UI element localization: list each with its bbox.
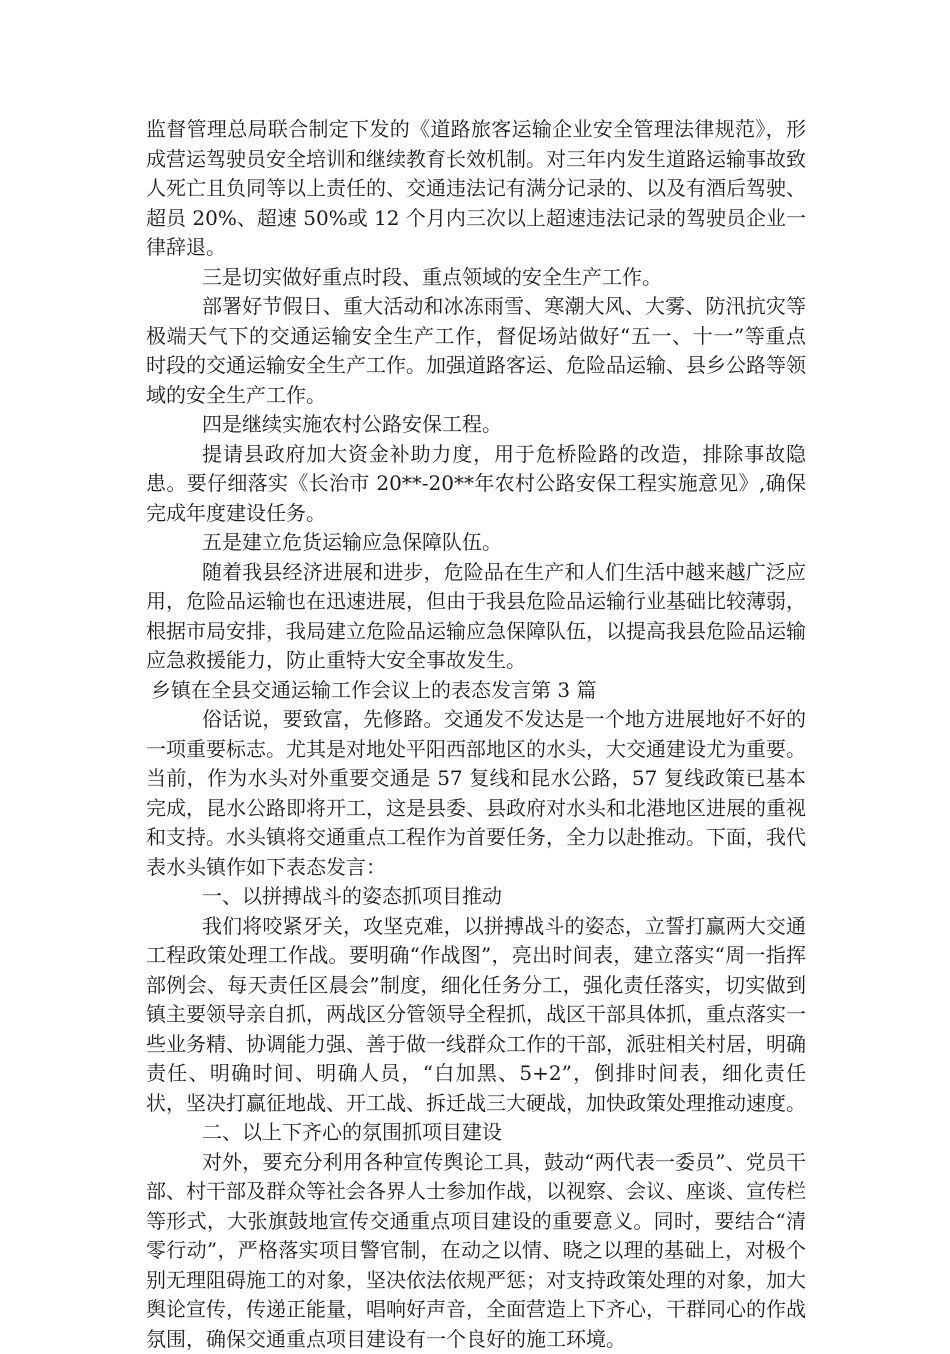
document-body [146,115,806,1354]
paragraph-driver-management: 监督管理总局联合制定下发的《道路旅客运输企业安全管理法律规范》，形成营运驾驶员安全培训和继续教育长效机制。对三年内发生道路运输事故致人死亡且负同等以上责任的、交通违法记有满分记录的、以及有酒后驾驶、超员 20%、超速 50%或 12 个月内三次以上超速违法记录的驾驶员企业一律辞退。 [146,115,806,263]
heading-point-three: 三是切实做好重点时段、重点领域的安全生产工作。 [146,263,806,293]
heading-section-one: 一、以拼搏战斗的姿态抓项目推动 [146,882,806,912]
paragraph-key-periods: 部署好节假日、重大活动和冰冻雨雪、寒潮大风、大雾、防汛抗灾等极端天气下的交通运输安全生产工作，督促场站做好“五一、十一”等重点时段的交通运输安全生产工作。加强道路客运、危险品运输、县乡公路等领域的安全生产工作。 [146,292,806,410]
paragraph-battle-plan: 我们将咬紧牙关，攻坚克难，以拼搏战斗的姿态，立誓打赢两大交通工程政策处理工作战。要明确“作战图”，亮出时间表，建立落实“周一指挥部例会、每天责任区晨会”制度，细化任务分工，强化责任落实，切实做到镇主要领导亲自抓，两战区分管领导全程抓，战区干部具体抓，重点落实一些业务精、协调能力强、善于做一线群众工作的干部，派驻相关村居，明确责任、明确时间、明确人员，“白加黑、5+2”，倒排时间表，细化责任状，坚决打赢征地战、开工战、拆迁战三大硬战，加快政策处理推动速度。 [146,912,806,1119]
paragraph-intro: 俗话说，要致富，先修路。交通发不发达是一个地方进展地好不好的一项重要标志。尤其是对地处平阳西部地区的水头，大交通建设尤为重要。当前，作为水头对外重要交通是 57 复线和昆水公路，57 复线政策已基本完成，昆水公路即将开工，这是县委、县政府对水头和北港地区进展的重视和支持。水头镇将交通重点工程作为首要任务，全力以赴推动。下面，我代表水头镇作如下表态发言： [146,705,806,882]
section-title: 乡镇在全县交通运输工作会议上的表态发言第 3 篇 [146,676,806,706]
paragraph-publicity: 对外，要充分利用各种宣传舆论工具，鼓动“两代表一委员”、党员干部、村干部及群众等社会各界人士参加作战，以视察、会议、座谈、宣传栏等形式，大张旗鼓地宣传交通重点项目建设的重要意义。同时，要结合“清零行动”，严格落实项目警官制，在动之以情、晓之以理的基础上，对极个别无理阻碍施工的对象，坚决依法依规严惩；对支持政策处理的对象，加大舆论宣传，传递正能量，唱响好声音，全面营造上下齐心，干群同心的作战氛围，确保交通重点项目建设有一个良好的施工环境。 [146,1148,806,1354]
heading-point-four: 四是继续实施农村公路安保工程。 [146,410,806,440]
heading-point-five: 五是建立危货运输应急保障队伍。 [146,528,806,558]
paragraph-hazmat-team: 随着我县经济进展和进步，危险品在生产和人们生活中越来越广泛应用，危险品运输也在迅速进展，但由于我县危险品运输行业基础比较薄弱，根据市局安排，我局建立危险品运输应急保障队伍，以提高我县危险品运输应急救援能力，防止重特大安全事故发生。 [146,558,806,676]
paragraph-rural-roads: 提请县政府加大资金补助力度，用于危桥险路的改造，排除事故隐患。要仔细落实《长治市 20**-20**年农村公路安保工程实施意见》,确保完成年度建设任务。 [146,440,806,529]
heading-section-two: 二、以上下齐心的氛围抓项目建设 [146,1118,806,1148]
